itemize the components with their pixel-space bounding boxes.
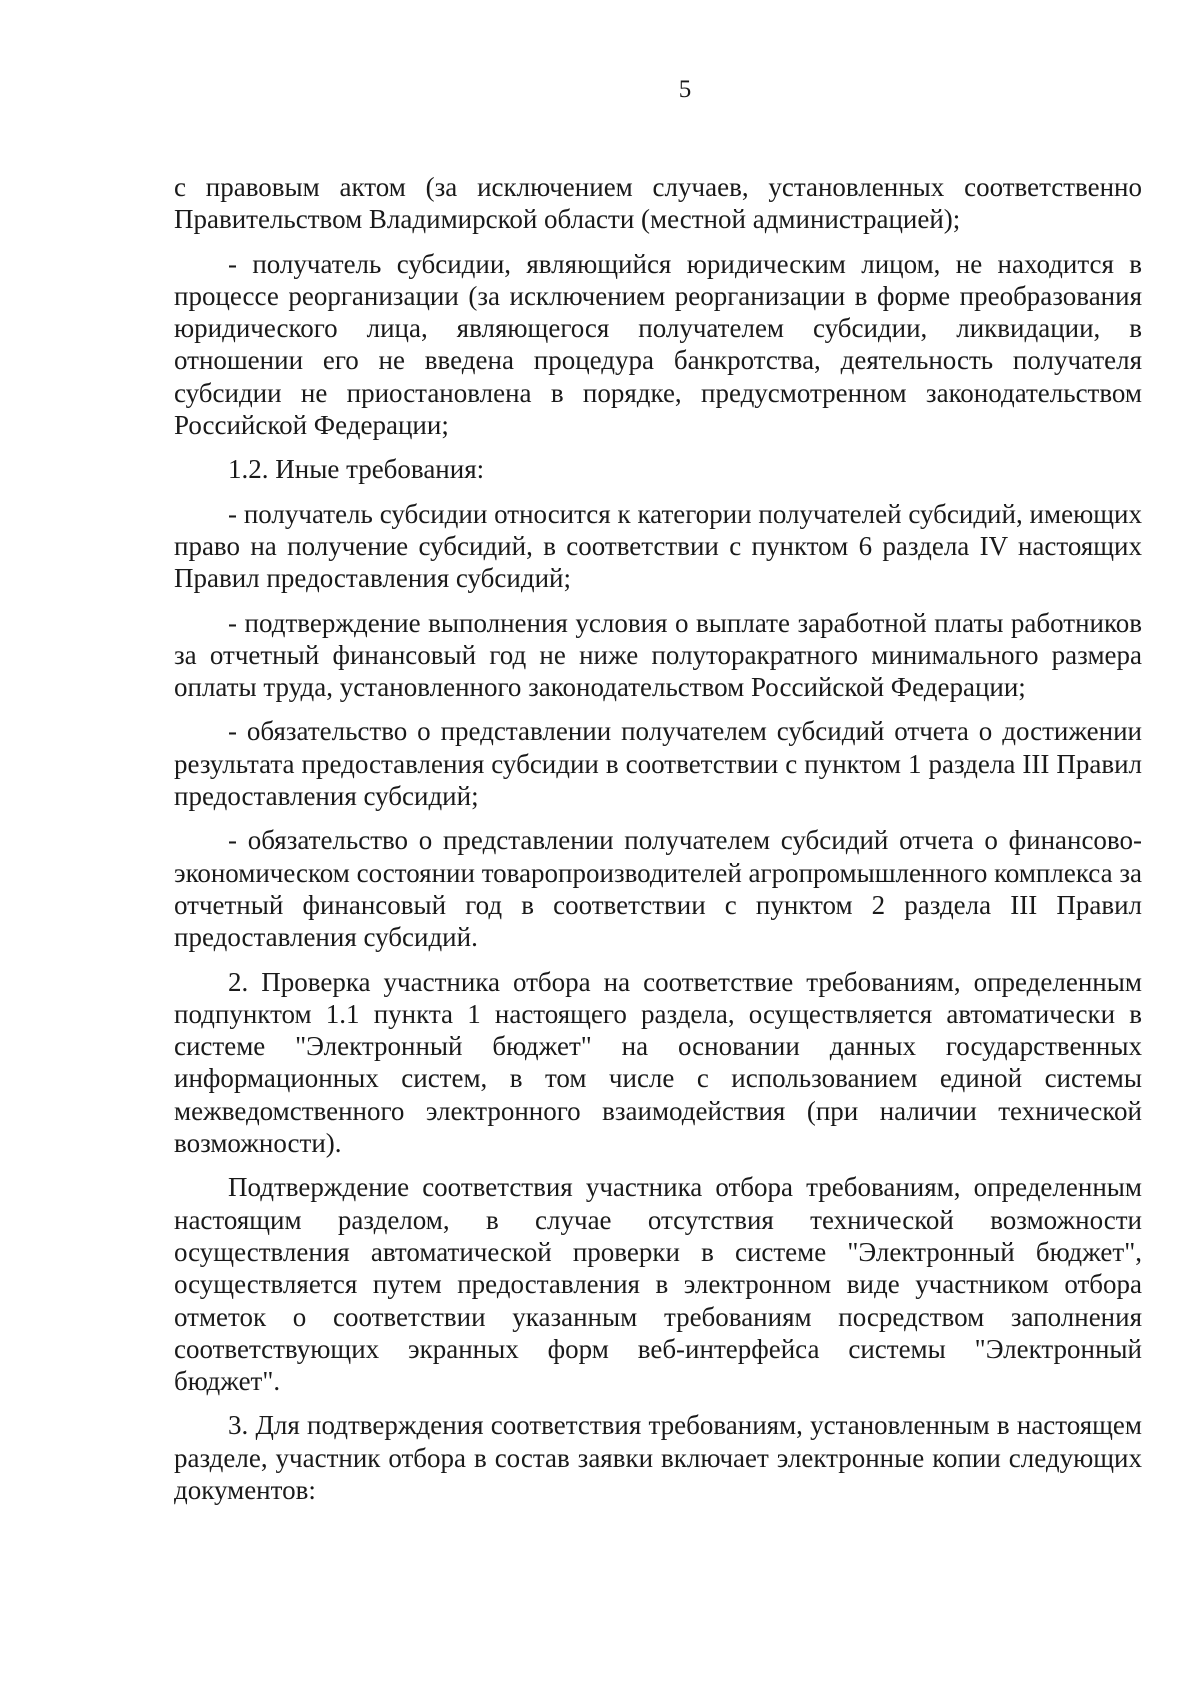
paragraph-wage-condition: - подтверждение выполнения условия о выплате заработной платы работников за отчетный финансовый год не ниже полуторакратного минимального размера оплаты труда, установленного законодательством Российской Федерации; [174,607,1142,703]
paragraph-reorganization-requirement: - получатель субсидии, являющийся юридическим лицом, не находится в процессе реорганизации (за исключением реорганизации в форме преобразования юридического лица, являющегося получателем субсидии, ликвидации, в отношении его не введена процедура банкротства, деятельность получателя субсидии не приостановлена в порядке, предусмотренном законодательством Российской Федерации; [174,248,1142,441]
paragraph-financial-report-obligation: - обязательство о представлении получателем субсидий отчета о финансово-экономическом состоянии товаропроизводителей агропромышленного комплекса за отчетный финансовый год в соответствии с пунктом 2 раздела III Правил предоставления субсидий. [174,825,1142,953]
paragraph-other-requirements-heading: 1.2. Иные требования: [228,454,485,485]
page-number: 5 [678,76,692,103]
document-body [174,171,1142,1518]
paragraph-automatic-check: 2. Проверка участника отбора на соответствие требованиям, определенным подпунктом 1.1 пункта 1 настоящего раздела, осуществляется автоматически в системе "Электронный бюджет" на основании данных государственных информационных систем, в том числе с использованием единой системы межведомственного электронного взаимодействия (при наличии технической возможности). [174,966,1142,1159]
paragraph-recipient-category: - получатель субсидии относится к категории получателей субсидий, имеющих право на получение субсидий, в соответствии с пунктом 6 раздела IV настоящих Правил предоставления субсидий; [174,498,1142,594]
paragraph-manual-confirmation: Подтверждение соответствия участника отбора требованиям, определенным настоящим разделом, в случае отсутствия технической возможности осуществления автоматической проверки в системе "Электронный бюджет", осуществляется путем предоставления в электронном виде участником отбора отметок о соответствии указанным требованиям посредством заполнения соответствующих экранных форм веб-интерфейса системы "Электронный бюджет". [174,1172,1142,1397]
paragraph-result-report-obligation: - обязательство о представлении получателем субсидий отчета о достижении результата предоставления субсидии в соответствии с пунктом 1 раздела III Правил предоставления субсидий; [174,716,1142,812]
paragraph-documents-list-intro: 3. Для подтверждения соответствия требованиям, установленным в настоящем разделе, участник отбора в состав заявки включает электронные копии следующих документов: [174,1410,1142,1505]
paragraph-continuation: с правовым актом (за исключением случаев, установленных соответственно Правительством Владимирской области (местной администрацией); [174,172,1142,235]
